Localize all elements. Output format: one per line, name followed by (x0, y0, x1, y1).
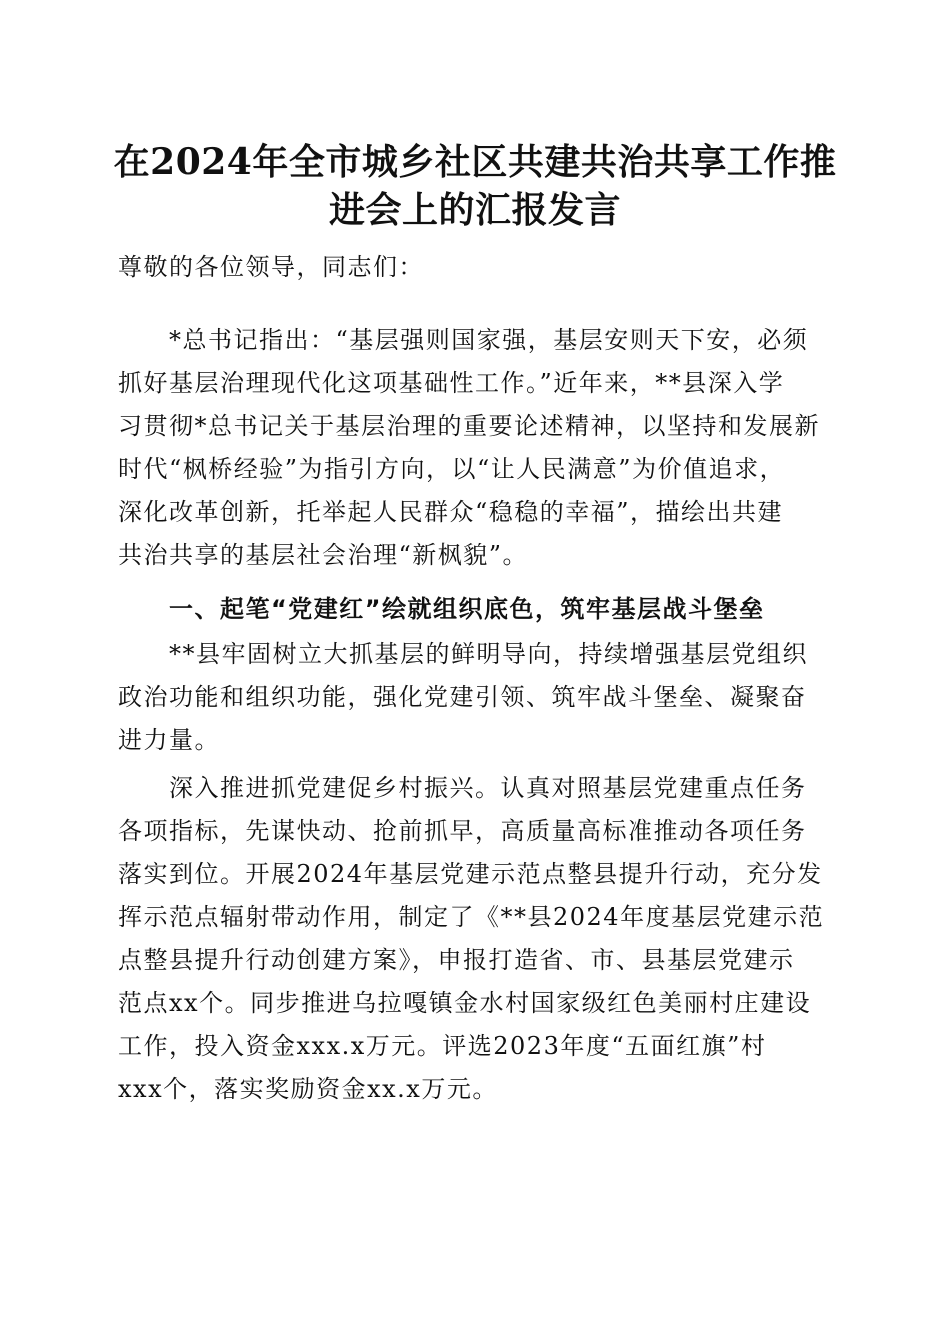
text-line: 点整县提升行动创建方案》，申报打造省、市、县基层党建示 (118, 946, 795, 974)
section-heading (118, 588, 834, 631)
text-line: 政治功能和组织功能，强化党建引领、筑牢战斗堡垒、凝聚奋 (118, 683, 807, 711)
text-line: 进力量。 (118, 726, 220, 754)
greeting-line: 尊敬的各位领导，同志们： (118, 253, 424, 281)
paragraph-rural-revitalization (118, 767, 834, 1111)
paragraph-section-1-intro (118, 633, 834, 762)
text-line: 共治共享的基层社会治理“新枫貌”。 (118, 541, 529, 569)
text-line: 时代“枫桥经验”为指引方向，以“让人民满意”为价值追求， (118, 455, 786, 483)
text-line: 深化改革创新，托举起人民群众“稳稳的幸福”，描绘出共建 (118, 498, 784, 526)
text-line: 落实到位。开展2024年基层党建示范点整县提升行动，充分发 (118, 860, 823, 888)
greeting (118, 246, 834, 289)
text-line: **县牢固树立大抓基层的鲜明导向，持续增强基层党组织 (118, 640, 808, 668)
paragraph-intro (118, 319, 834, 577)
text-line: *总书记指出：“基层强则国家强，基层安则天下安，必须 (118, 326, 809, 354)
text-line: 各项指标，先谋快动、抢前抓早，高质量高标准推动各项任务 (118, 817, 807, 845)
text-line: 抓好基层治理现代化这项基础性工作。”近年来，**县深入学 (118, 369, 785, 397)
text-line: 范点xx个。同步推进乌拉嘎镇金水村国家级红色美丽村庄建设 (118, 989, 812, 1017)
text-line: xxx个，落实奖励资金xx.x万元。 (118, 1075, 498, 1103)
document-title-line-1: 在2024年全市城乡社区共建共治共享工作推 (113, 141, 837, 183)
text-line: 挥示范点辐射带动作用，制定了《**县2024年度基层党建示范 (118, 903, 825, 931)
text-line: 工作，投入资金xxx.x万元。评选2023年度“五面红旗”村 (118, 1032, 767, 1060)
text-line: 深入推进抓党建促乡村振兴。认真对照基层党建重点任务 (118, 774, 807, 802)
text-line: 习贯彻*总书记关于基层治理的重要论述精神，以坚持和发展新 (118, 412, 820, 440)
section-heading-line: 一、起笔“党建红”绘就组织底色，筑牢基层战斗堡垒 (118, 595, 765, 623)
document-title-line-2: 进会上的汇报发言 (328, 189, 621, 231)
